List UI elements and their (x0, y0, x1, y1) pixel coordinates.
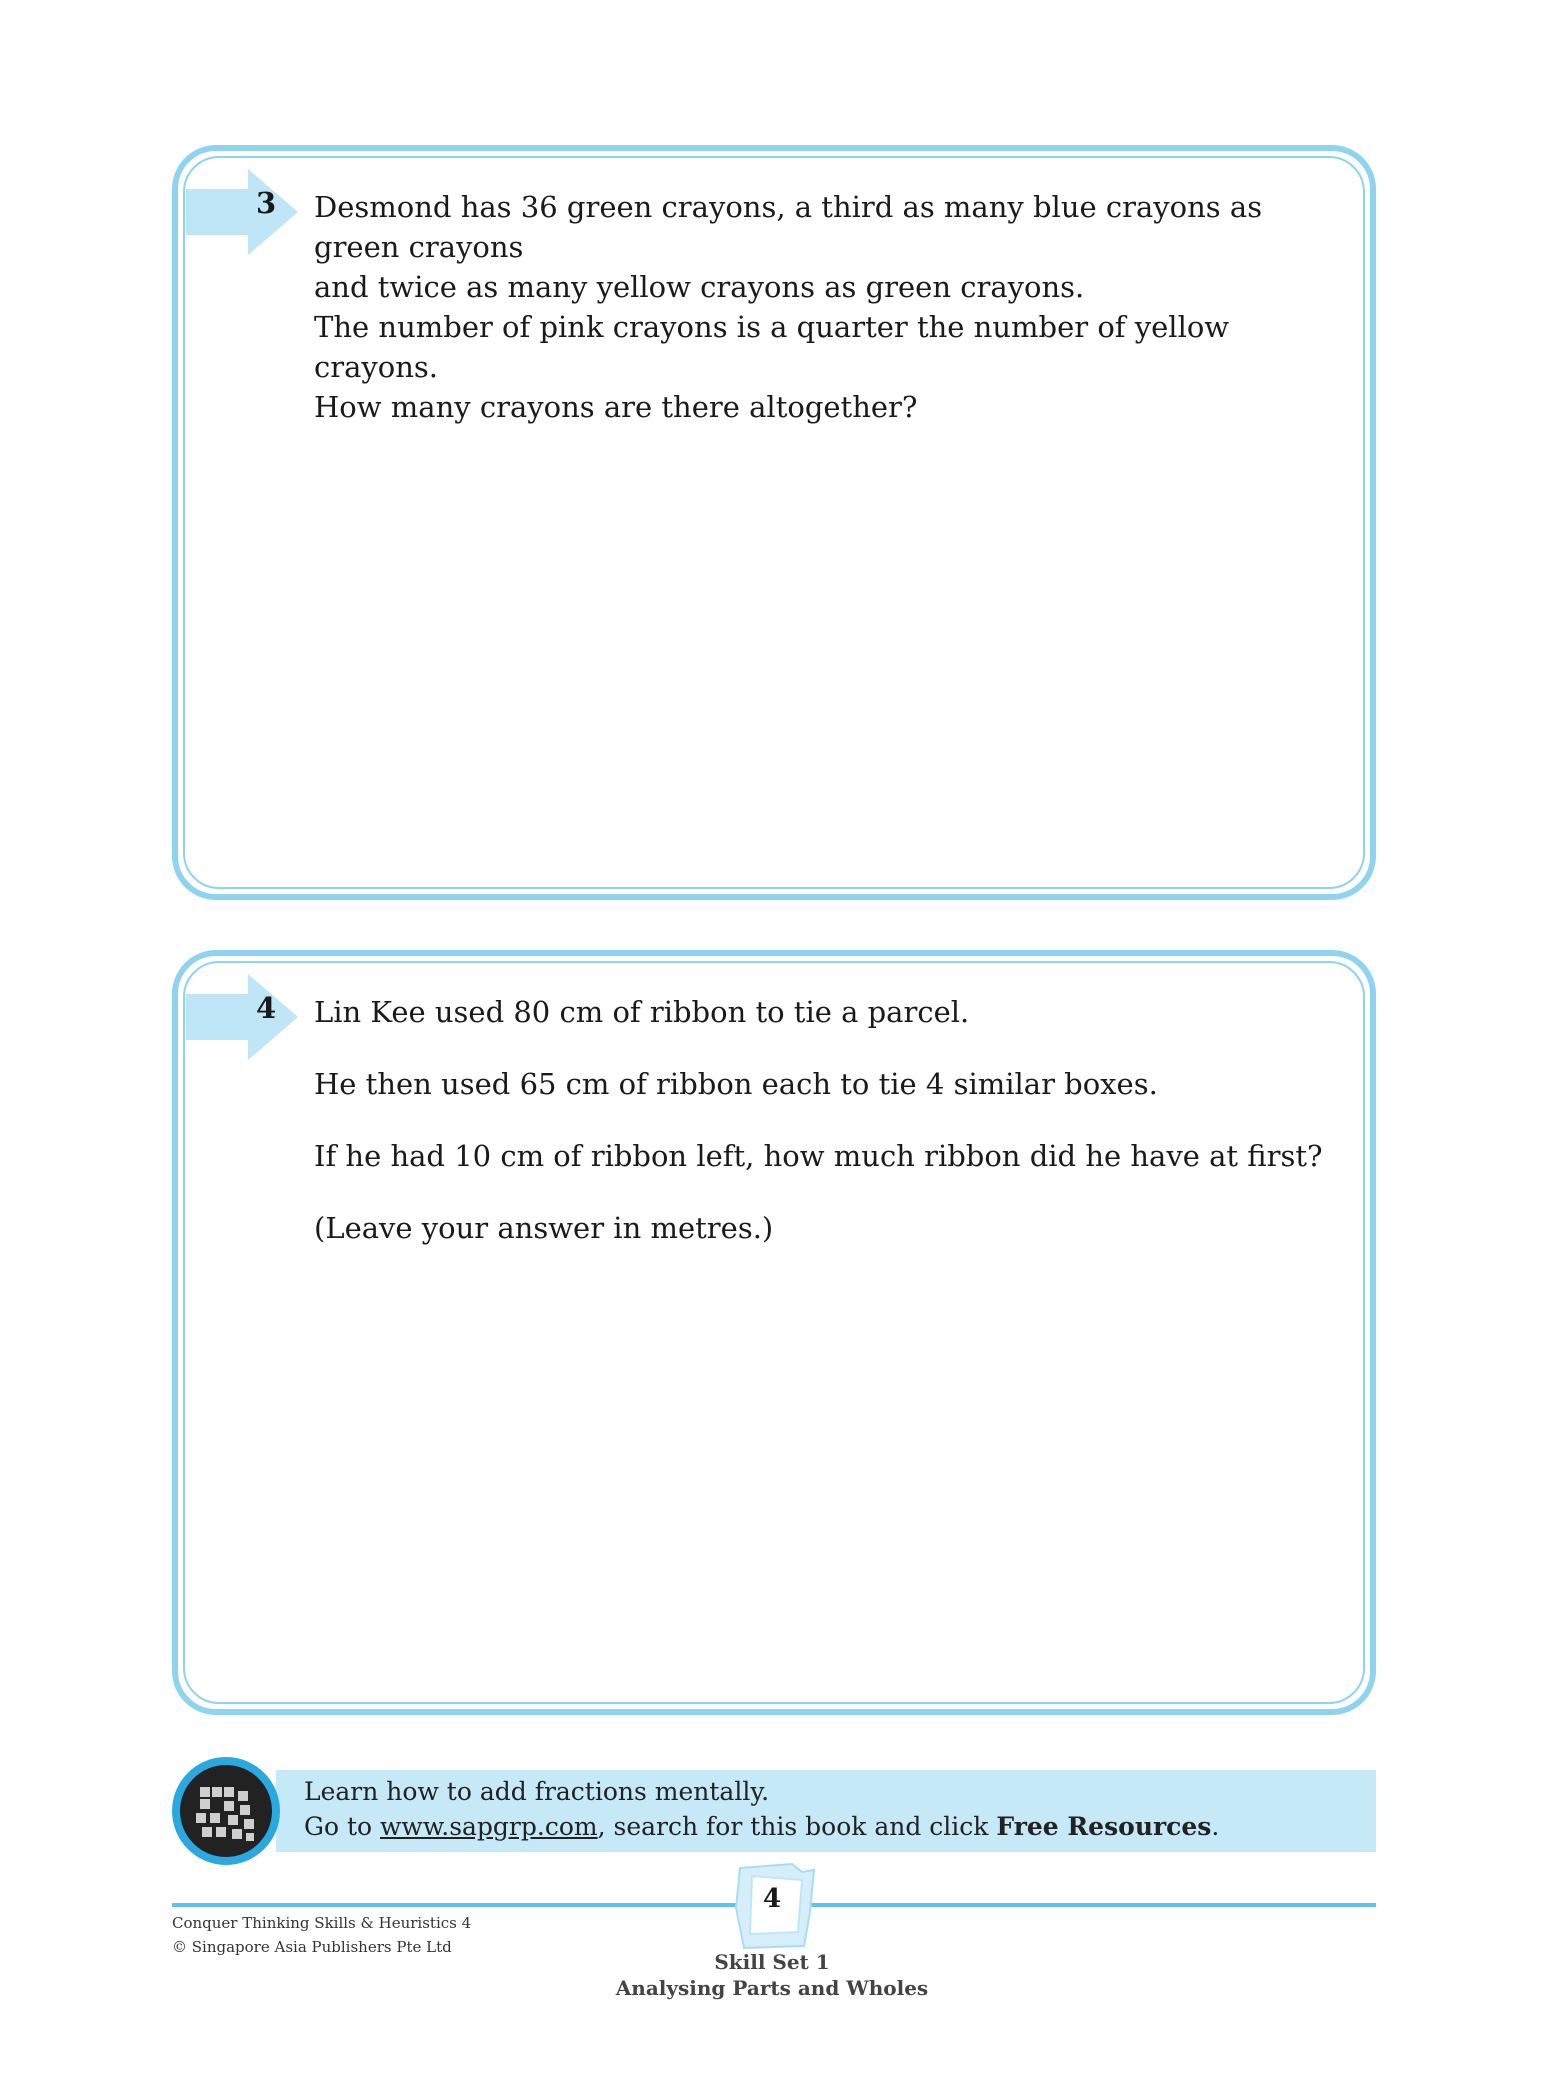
tip-prefix: Go to (304, 1812, 381, 1841)
free-resources-label: Free Resources (996, 1812, 1212, 1841)
question-box-4 (172, 950, 1376, 1715)
page-number: 4 (762, 1884, 782, 1914)
question-line: Lin Kee used 80 cm of ribbon to tie a parcel. (314, 995, 970, 1029)
question-line: (Leave your answer in metres.) (314, 1211, 774, 1245)
tip-text: Learn how to add fractions mentally. (304, 1777, 770, 1806)
question-arrow-icon (186, 974, 306, 1060)
qr-code-icon (180, 1765, 272, 1857)
question-line: If he had 10 cm of ribbon left, how much ribbon did he have at first? (314, 1139, 1323, 1173)
question-line: He then used 65 cm of ribbon each to tie 4 similar boxes. (314, 1067, 1158, 1101)
skill-name: Analysing Parts and Wholes (615, 1976, 929, 2000)
question-text (314, 187, 1352, 427)
website-link[interactable]: www.sapgrp.com (380, 1812, 598, 1841)
tip-instructions (304, 1812, 1219, 1841)
tip-suffix: . (1211, 1812, 1220, 1841)
question-number: 4 (256, 991, 277, 1025)
question-arrow-icon (186, 169, 306, 255)
question-line: and twice as many yellow crayons as green crayons. (314, 270, 1085, 304)
question-line: Desmond has 36 green crayons, a third as many blue crayons as green crayons (314, 190, 1263, 264)
skill-set: Skill Set 1 (714, 1950, 830, 1974)
question-box-3 (172, 145, 1376, 900)
tip-middle: , search for this book and click (597, 1812, 997, 1841)
question-line: The number of pink crayons is a quarter the number of yellow crayons. (314, 310, 1230, 384)
copyright: © Singapore Asia Publishers Pte Ltd (172, 1938, 452, 1956)
free-resources-banner (276, 1770, 1376, 1852)
question-text (314, 992, 1352, 1280)
qr-badge (172, 1757, 280, 1865)
question-number: 3 (256, 186, 277, 220)
book-title: Conquer Thinking Skills & Heuristics 4 (172, 1914, 472, 1932)
question-line: How many crayons are there altogether? (314, 390, 918, 424)
